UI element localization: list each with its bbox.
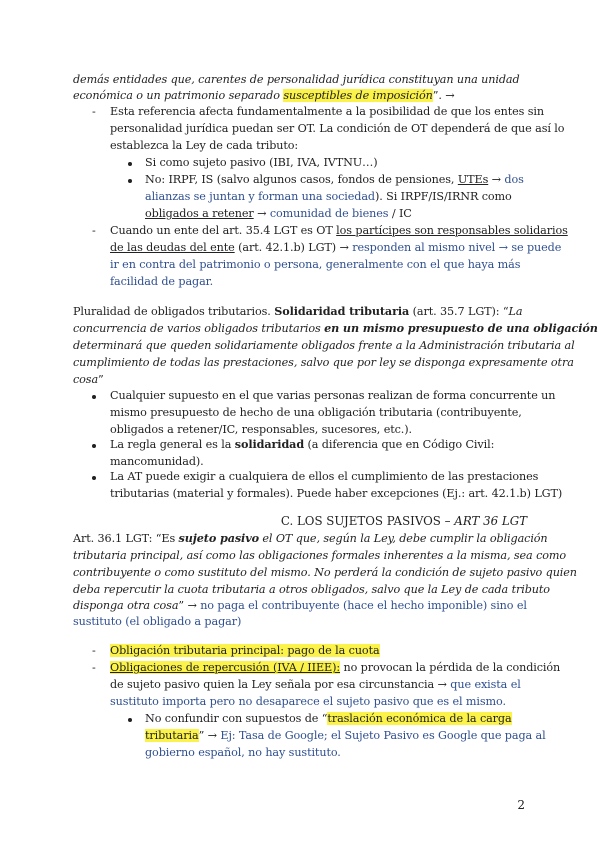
text-line: obligados a retener → comunidad de bienes / IC <box>145 207 412 220</box>
text-line: alianzas se juntan y forman una sociedad). Si IRPF/IS/IRNR como <box>145 190 512 203</box>
text-line: sustituto (el obligado a pagar) <box>73 615 242 628</box>
text-line: mismo presupuesto de hecho de una obligación tributaria (contribuyente, <box>110 406 522 419</box>
text-line: Esta referencia afecta fundamentalmente a la posibilidad de que los entes sin <box>110 105 544 118</box>
text-line: disponga otra cosa” → no paga el contribuyente (hace el hecho imponible) sino el <box>73 599 527 612</box>
bullet-dot <box>92 476 96 480</box>
text-line: Cualquier supuesto en el que varias personas realizan de forma concurrente un <box>110 389 556 402</box>
text-line: cumplimiento de todas las prestaciones, salvo que por ley se disponga expresamente otra <box>73 356 574 369</box>
text-line: obligados a retener/IC, responsables, sucesores, etc.). <box>110 423 412 436</box>
text-line: de las deudas del ente (art. 42.1.b) LGT) → responden al mismo nivel → se puede <box>110 241 562 254</box>
text-line: mancomunidad). <box>110 455 204 468</box>
highlight: Obligación tributaria principal: pago de la cuota <box>110 644 380 657</box>
text-line: gobierno español, no hay sustituto. <box>145 746 341 759</box>
bullet-dot <box>128 162 132 166</box>
text-line: demás entidades que, carentes de personalidad jurídica constituyan una unidad <box>73 73 520 86</box>
text-line: tributaria” → Ej: Tasa de Google; el Sujeto Pasivo es Google que paga al <box>145 729 546 742</box>
text-line: No confundir con supuestos de “traslación económica de la carga <box>145 712 512 725</box>
text-line: facilidad de pagar. <box>110 275 214 288</box>
text-line: Obligaciones de repercusión (IVA / IIEE): no provocan la pérdida de la condición <box>110 661 561 674</box>
text-line: Si como sujeto pasivo (IBI, IVA, IVTNU…) <box>145 156 378 169</box>
text-line: concurrencia de varios obligados tributarios en un mismo presupuesto de una obligación <box>73 321 598 335</box>
text-line: sustituto importa pero no desaparece el sujeto pasivo que es el mismo. <box>110 695 506 708</box>
text-line: La AT puede exigir a cualquiera de ellos el cumplimiento de las prestaciones <box>110 470 539 483</box>
dash-bullet: - <box>92 105 96 118</box>
dash-bullet: - <box>92 224 96 237</box>
text-line: tributarias (material y formales). Puede haber excepciones (Ej.: art. 42.1.b) LGT) <box>110 487 563 500</box>
text-line: determinará que queden solidariamente obligados frente a la Administración tributaria al <box>73 339 575 352</box>
text-line: personalidad jurídica puedan ser OT. La condición de OT dependerá de que así lo <box>110 122 565 135</box>
text-line: La regla general es la solidaridad (a diferencia que en Código Civil: <box>110 437 495 451</box>
text-line <box>110 643 380 658</box>
bullet-dot <box>128 179 132 183</box>
highlight: tributaria <box>145 729 199 742</box>
text-line: tributaria principal, así como las obligaciones formales inherentes a la misma, sea como <box>73 549 567 562</box>
text-line: ir en contra del patrimonio o persona, generalmente con el que haya más <box>110 258 521 271</box>
text-line: Pluralidad de obligados tributarios. Solidaridad tributaria (art. 35.7 LGT): “La <box>73 304 523 318</box>
highlight: Obligaciones de repercusión (IVA / IIEE): <box>110 661 341 674</box>
highlight: traslación económica de la carga <box>327 712 512 725</box>
text-line: deba repercutir la cuota tributaria a otros obligados, salvo que la Ley de cada tributo <box>73 583 550 596</box>
text-line: contribuyente o como sustituto del mismo. No perderá la condición de sujeto pasivo quien <box>73 566 577 579</box>
text-line: cosa” <box>73 373 104 386</box>
text-line: de sujeto pasivo quien la Ley señala por esa circunstancia → que exista el <box>110 678 521 691</box>
section-heading: C. LOS SUJETOS PASIVOS – ART 36 LGT <box>280 514 527 528</box>
text-line: Art. 36.1 LGT: “Es sujeto pasivo el OT que, según la Ley, debe cumplir la obligación <box>73 531 548 545</box>
text-line: Cuando un ente del art. 35.4 LGT es OT los partícipes son responsables solidarios <box>110 224 568 237</box>
bullet-dot <box>128 718 132 722</box>
text-line: económica o un patrimonio separado susceptibles de imposición”. → <box>73 89 455 102</box>
text-line: establezca la Ley de cada tributo: <box>110 139 299 152</box>
bullet-dot <box>92 395 96 399</box>
page-number: 2 <box>517 798 525 812</box>
dash-bullet: - <box>92 644 96 657</box>
highlight: susceptibles de imposición <box>283 89 433 102</box>
bullet-dot <box>92 444 96 448</box>
text-line: No: IRPF, IS (salvo algunos casos, fondos de pensiones, UTEs → dos <box>145 173 524 186</box>
dash-bullet: - <box>92 661 96 674</box>
